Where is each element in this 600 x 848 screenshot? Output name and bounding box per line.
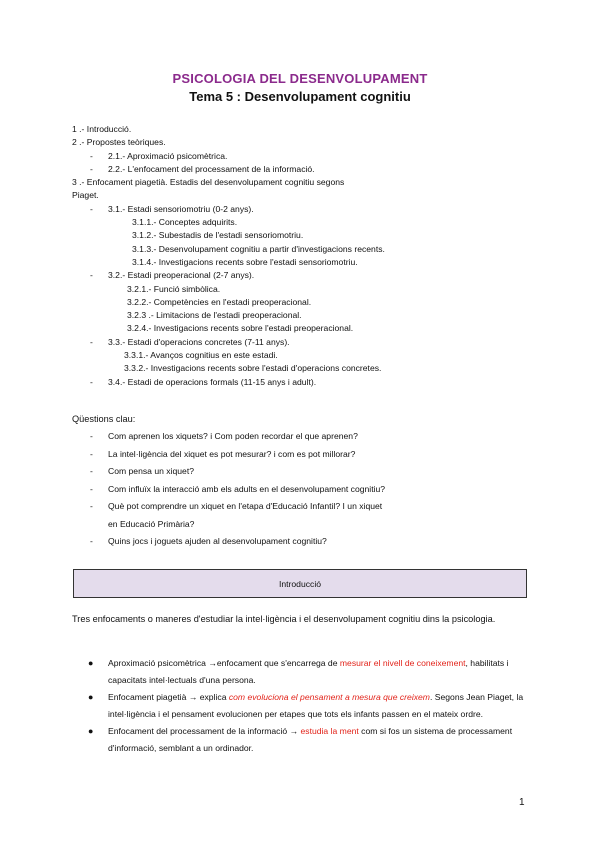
dash-marker: - — [90, 501, 93, 511]
dash-marker: - — [90, 431, 93, 441]
page-number: 1 — [519, 797, 525, 808]
list-item-piagetian — [72, 689, 532, 723]
dash-marker: - — [90, 203, 93, 214]
toc-subitem: 3.2.3 .- Limitacions de l'estadi preoperacional. — [127, 310, 302, 321]
toc-subitem: 3.3.1.- Avanços cognitius en este estadi. — [124, 350, 278, 361]
list-item-psychometric — [72, 655, 532, 689]
question-text: Quins jocs i joguets ajuden al desenvolupament cognitiu? — [108, 536, 327, 546]
toc-item — [72, 150, 542, 163]
toc-item — [72, 336, 542, 349]
toc-item: 1 .- Introducció. — [72, 124, 132, 134]
highlight-text: com evoluciona el pensament a mesura que creixem — [228, 692, 430, 702]
toc-subitem: 3.1.3.- Desenvolupament cognitiu a partir d'investigacions recents. — [132, 243, 385, 254]
bullet-text: Aproximació psicomètrica →enfocament que s'encarrega de — [108, 658, 340, 668]
section-title: Introducció — [278, 578, 322, 589]
toc-item — [72, 376, 542, 389]
question-item — [72, 533, 542, 551]
question-item — [72, 463, 542, 481]
toc-subitem: 3.2.1.- Funció simbòlica. — [127, 283, 221, 294]
toc-item-text: 3.2.- Estadi preoperacional (2-7 anys). — [108, 270, 255, 281]
toc-item — [72, 163, 542, 176]
toc-item — [72, 269, 542, 282]
toc-item-text: 3.4.- Estadi de operacions formals (11-15 anys i adult). — [108, 376, 317, 387]
toc-subitem: 3.3.2.- Investigacions recents sobre l'estadi d'operacions concretes. — [124, 363, 382, 374]
dash-marker: - — [90, 376, 93, 387]
toc-subitem: 3.1.4.- Investigacions recents sobre l'estadi sensoriomotriu. — [132, 256, 358, 267]
toc-item-text: 2.1.- Aproximació psicomètrica. — [108, 150, 228, 161]
key-questions-heading: Qüestions clau: — [72, 414, 136, 424]
toc-item: Piaget. — [72, 190, 99, 201]
toc-item: 3 .- Enfocament piagetià. Estadis del desenvolupament cognitiu segons — [72, 177, 345, 188]
toc-subitem: 3.1.2.- Subestadis de l'estadi sensoriomotriu. — [132, 230, 304, 241]
question-text: La intel·ligència del xiquet es pot mesurar? i com es pot millorar? — [108, 448, 356, 459]
intro-paragraph: Tres enfocaments o maneres d'estudiar la intel·ligència i el desenvolupament cognitiu dins la psicologia. — [72, 614, 496, 624]
question-item — [72, 428, 542, 446]
dash-marker: - — [90, 163, 93, 174]
question-item-continuation: en Educació Primària? — [108, 518, 195, 529]
bullet-icon: ● — [88, 726, 94, 736]
bullet-text: com si fos un sistema de processament d'informació, semblant a un ordinador. — [108, 726, 513, 753]
dash-marker: - — [90, 270, 93, 281]
toc-item-text: 3.3.- Estadi d'operacions concretes (7-11 anys). — [108, 336, 290, 347]
table-of-contents — [72, 123, 542, 389]
list-item-information-processing — [72, 723, 532, 757]
question-text: Què pot comprendre un xiquet en l'etapa d'Educació Infantil? I un xiquet — [108, 501, 383, 511]
question-item — [72, 498, 542, 516]
document-subtitle: Tema 5 : Desenvolupament cognitiu — [189, 89, 411, 104]
dash-marker: - — [90, 336, 93, 347]
approach-list — [72, 655, 532, 757]
bullet-icon: ● — [88, 692, 94, 702]
question-text: Com aprenen los xiquets? i Com poden recordar el que aprenen? — [108, 431, 358, 441]
highlight-text: mesurar el nivell de coneixement — [339, 658, 466, 668]
highlight-text: estudia la ment — [300, 726, 359, 736]
toc-subitem: 3.1.1.- Conceptes adquirits. — [132, 217, 238, 228]
dash-marker: - — [90, 483, 93, 494]
bullet-icon: ● — [88, 658, 94, 668]
toc-item-text: 3.1.- Estadi sensoriomotriu (0-2 anys). — [108, 203, 254, 214]
dash-marker: - — [90, 466, 93, 476]
dash-marker: - — [90, 150, 93, 161]
toc-subitem: 3.2.4.- Investigacions recents sobre l'estadi preoperacional. — [127, 323, 354, 334]
bullet-text: , habilitats i capacitats intel·lectuals d'una persona. — [108, 658, 509, 685]
key-questions — [72, 414, 542, 551]
question-item — [72, 481, 542, 499]
toc-item: 2 .- Propostes teòriques. — [72, 137, 166, 148]
section-header-introduccio — [73, 569, 527, 598]
toc-item — [72, 203, 542, 216]
question-text: Com pensa un xiquet? — [108, 466, 194, 476]
toc-item-text: 2.2.- L'enfocament del processament de la informació. — [108, 163, 315, 174]
dash-marker: - — [90, 448, 93, 459]
bullet-text: Enfocament del processament de la informació → — [108, 726, 301, 736]
toc-subitem: 3.2.2.- Competències en l'estadi preoperacional. — [127, 296, 312, 307]
question-item — [72, 446, 542, 464]
question-text: Com influïx la interacció amb els adults en el desenvolupament cognitiu? — [108, 483, 386, 494]
dash-marker: - — [90, 536, 93, 546]
document-title: PSICOLOGIA DEL DESENVOLUPAMENT — [172, 71, 428, 86]
bullet-text: . Segons Jean Piaget, la intel·ligència i el pensament evolucionen per etapes que tots els infants passen en el mateix ordre. — [108, 692, 524, 719]
bullet-text: Enfocament piagetià → explica — [108, 692, 229, 702]
